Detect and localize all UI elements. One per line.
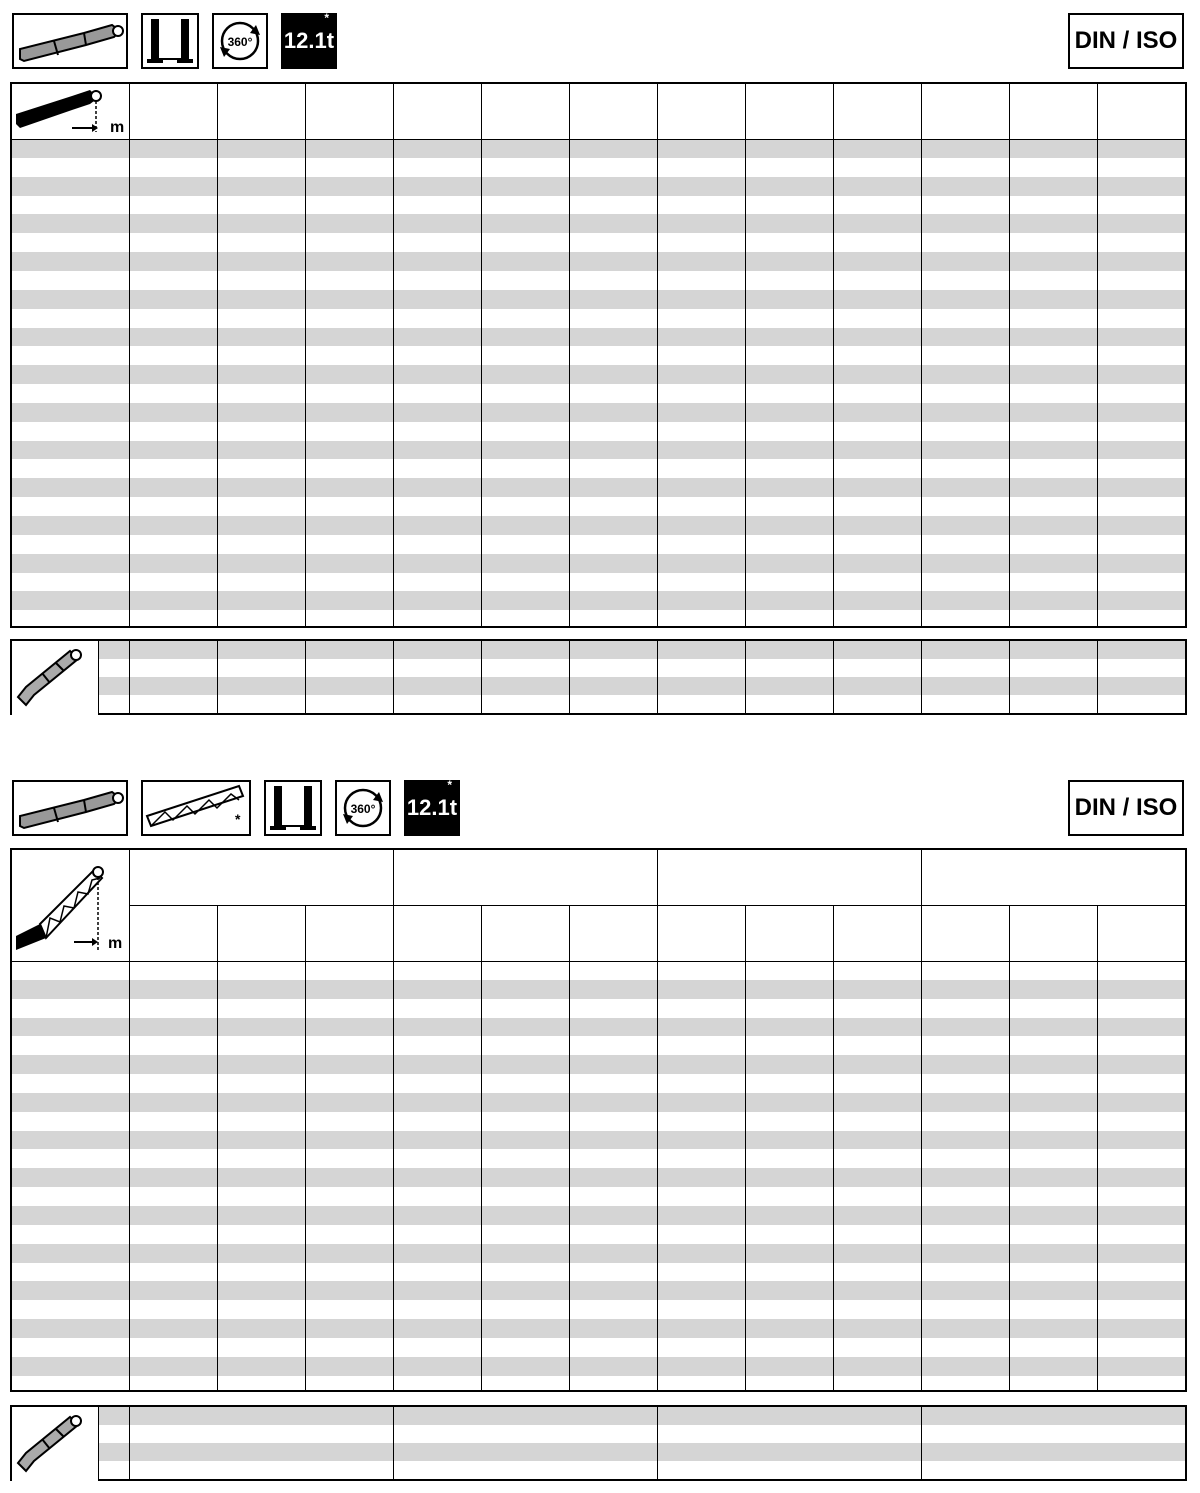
column-divider xyxy=(833,84,834,626)
column-divider xyxy=(921,1407,922,1479)
standard-label-2: DIN / ISO xyxy=(1068,780,1184,836)
slewing-360-icon xyxy=(212,13,268,69)
column-divider xyxy=(1097,905,1098,1390)
column-divider xyxy=(393,641,394,713)
column-divider xyxy=(217,905,218,1390)
slew-label: 360° xyxy=(227,35,253,49)
row-band xyxy=(12,1407,1185,1425)
standard-label: DIN / ISO xyxy=(1068,13,1184,69)
column-divider xyxy=(1009,641,1010,713)
boom-icon xyxy=(12,13,128,69)
column-divider xyxy=(833,641,834,713)
column-divider xyxy=(921,641,922,713)
counterweight-label-2: 12.1t xyxy=(406,795,458,820)
column-divider xyxy=(129,641,130,713)
column-divider xyxy=(921,84,922,626)
counterweight-badge xyxy=(281,13,337,69)
slew-label-2: 360° xyxy=(350,802,376,816)
radius-unit: m xyxy=(110,119,125,136)
column-divider xyxy=(217,641,218,713)
column-divider xyxy=(129,1407,130,1479)
boom-icon-2 xyxy=(12,780,128,836)
column-divider xyxy=(98,1407,99,1479)
column-divider xyxy=(98,641,99,713)
column-divider xyxy=(569,905,570,1390)
column-divider xyxy=(745,905,746,1390)
column-divider xyxy=(833,905,834,1390)
column-divider xyxy=(129,84,130,626)
outrigger-icon xyxy=(141,13,199,69)
counterweight-badge-2 xyxy=(404,780,460,836)
column-divider xyxy=(481,905,482,1390)
slewing-360-icon-2 xyxy=(335,780,391,836)
column-divider xyxy=(129,850,130,1390)
jib-mark: * xyxy=(235,811,241,827)
column-divider xyxy=(657,84,658,626)
boom-length-radius-icon xyxy=(12,84,129,139)
load-chart-jib xyxy=(10,848,1187,1392)
load-chart-main-boom xyxy=(10,82,1187,628)
column-divider xyxy=(305,641,306,713)
column-divider xyxy=(1009,84,1010,626)
counterweight-label: 12.1t xyxy=(283,28,335,53)
telescoping-percent-icon xyxy=(12,641,98,715)
column-divider xyxy=(393,850,394,1390)
column-divider xyxy=(1009,905,1010,1390)
column-divider xyxy=(393,1407,394,1479)
lattice-jib-icon xyxy=(141,780,251,836)
counterweight-mark: * xyxy=(324,11,329,25)
column-divider xyxy=(657,850,658,1390)
column-divider xyxy=(305,905,306,1390)
row-divider xyxy=(129,905,1185,906)
row-band xyxy=(12,1443,1185,1461)
column-divider xyxy=(393,84,394,626)
column-divider xyxy=(481,84,482,626)
column-divider xyxy=(745,641,746,713)
column-divider xyxy=(217,84,218,626)
column-divider xyxy=(569,641,570,713)
column-divider xyxy=(657,1407,658,1479)
column-divider xyxy=(921,850,922,1390)
column-divider xyxy=(569,84,570,626)
counterweight-mark-2: * xyxy=(447,778,452,792)
column-divider xyxy=(657,641,658,713)
radius-unit-2: m xyxy=(108,935,123,952)
column-divider xyxy=(1097,641,1098,713)
telescoping-percent-icon xyxy=(12,1407,98,1481)
telescoping-main-boom xyxy=(10,639,1187,715)
column-divider xyxy=(745,84,746,626)
outrigger-icon-2 xyxy=(264,780,322,836)
column-divider xyxy=(1097,84,1098,626)
jib-radius-icon xyxy=(12,850,129,960)
telescoping-jib xyxy=(10,1405,1187,1481)
column-divider xyxy=(481,641,482,713)
column-divider xyxy=(305,84,306,626)
